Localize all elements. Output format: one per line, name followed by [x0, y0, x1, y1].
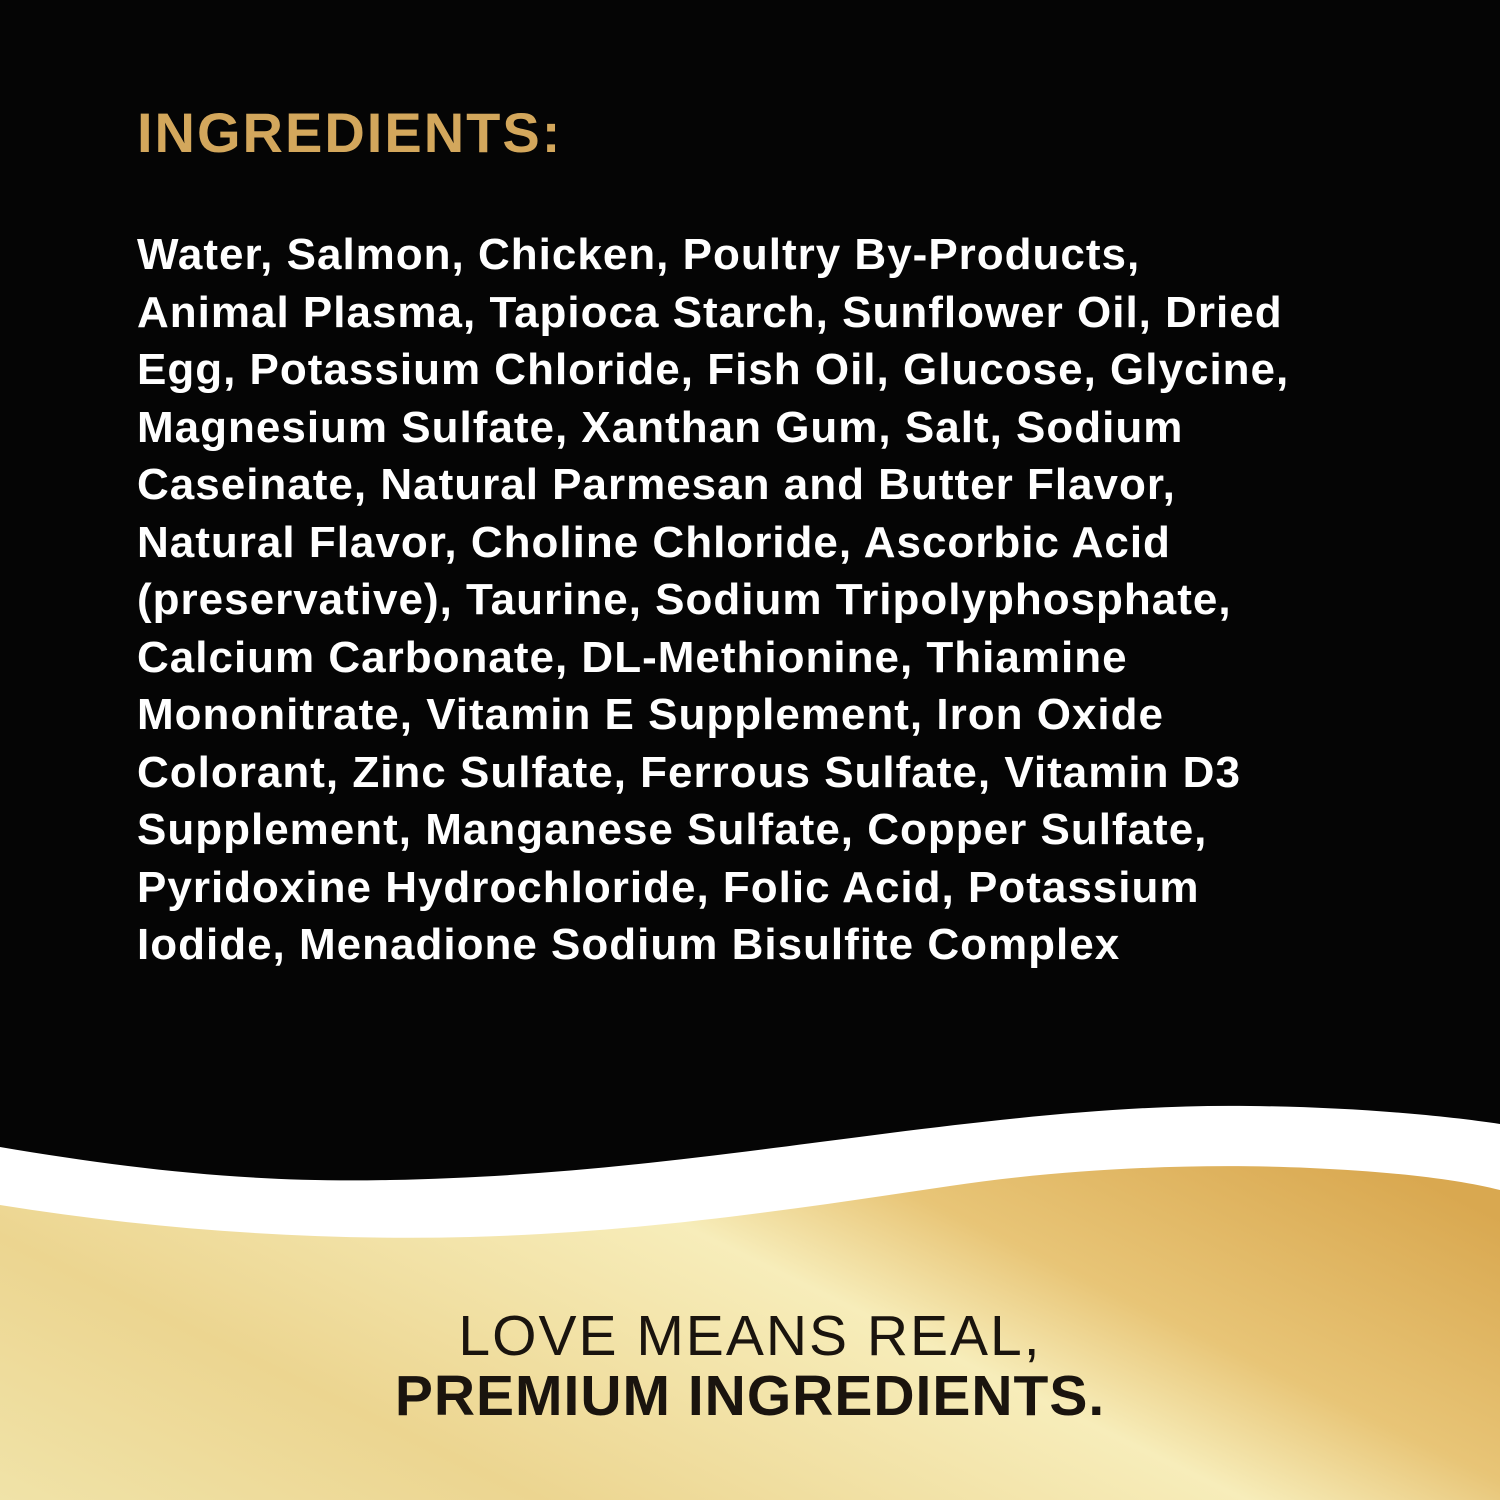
- gold-wave-graphic: [0, 1050, 1500, 1500]
- ingredient-line: Pyridoxine Hydrochloride, Folic Acid, Potassium: [137, 862, 1200, 912]
- ingredient-line: Calcium Carbonate, DL-Methionine, Thiamine: [137, 632, 1128, 682]
- ingredient-line: Water, Salmon, Chicken, Poultry By-Products,: [137, 230, 1141, 279]
- ingredients-list: [137, 226, 1427, 974]
- ingredient-line: Animal Plasma, Tapioca Starch, Sunflower Oil, Dried: [137, 287, 1283, 337]
- ingredient-line: Magnesium Sulfate, Xanthan Gum, Salt, Sodium: [137, 402, 1184, 452]
- ingredient-line: (preservative), Taurine, Sodium Tripolyphosphate,: [137, 575, 1232, 624]
- tagline-line2: PREMIUM INGREDIENTS.: [394, 1364, 1106, 1428]
- ingredient-line: Supplement, Manganese Sulfate, Copper Sulfate,: [137, 805, 1208, 854]
- ingredient-line: Colorant, Zinc Sulfate, Ferrous Sulfate, Vitamin D3: [137, 747, 1241, 797]
- tagline-line1: LOVE MEANS REAL,: [458, 1304, 1042, 1368]
- ingredient-line: Caseinate, Natural Parmesan and Butter Flavor,: [137, 460, 1176, 509]
- tagline: [0, 1306, 1500, 1426]
- ingredient-line: Iodide, Menadione Sodium Bisulfite Complex: [137, 920, 1121, 969]
- ingredient-line: Egg, Potassium Chloride, Fish Oil, Glucose, Glycine,: [137, 345, 1290, 394]
- ingredient-line: Mononitrate, Vitamin E Supplement, Iron Oxide: [137, 690, 1164, 739]
- ingredient-line: Natural Flavor, Choline Chloride, Ascorbic Acid: [137, 517, 1171, 567]
- ingredients-heading: INGREDIENTS:: [137, 101, 563, 164]
